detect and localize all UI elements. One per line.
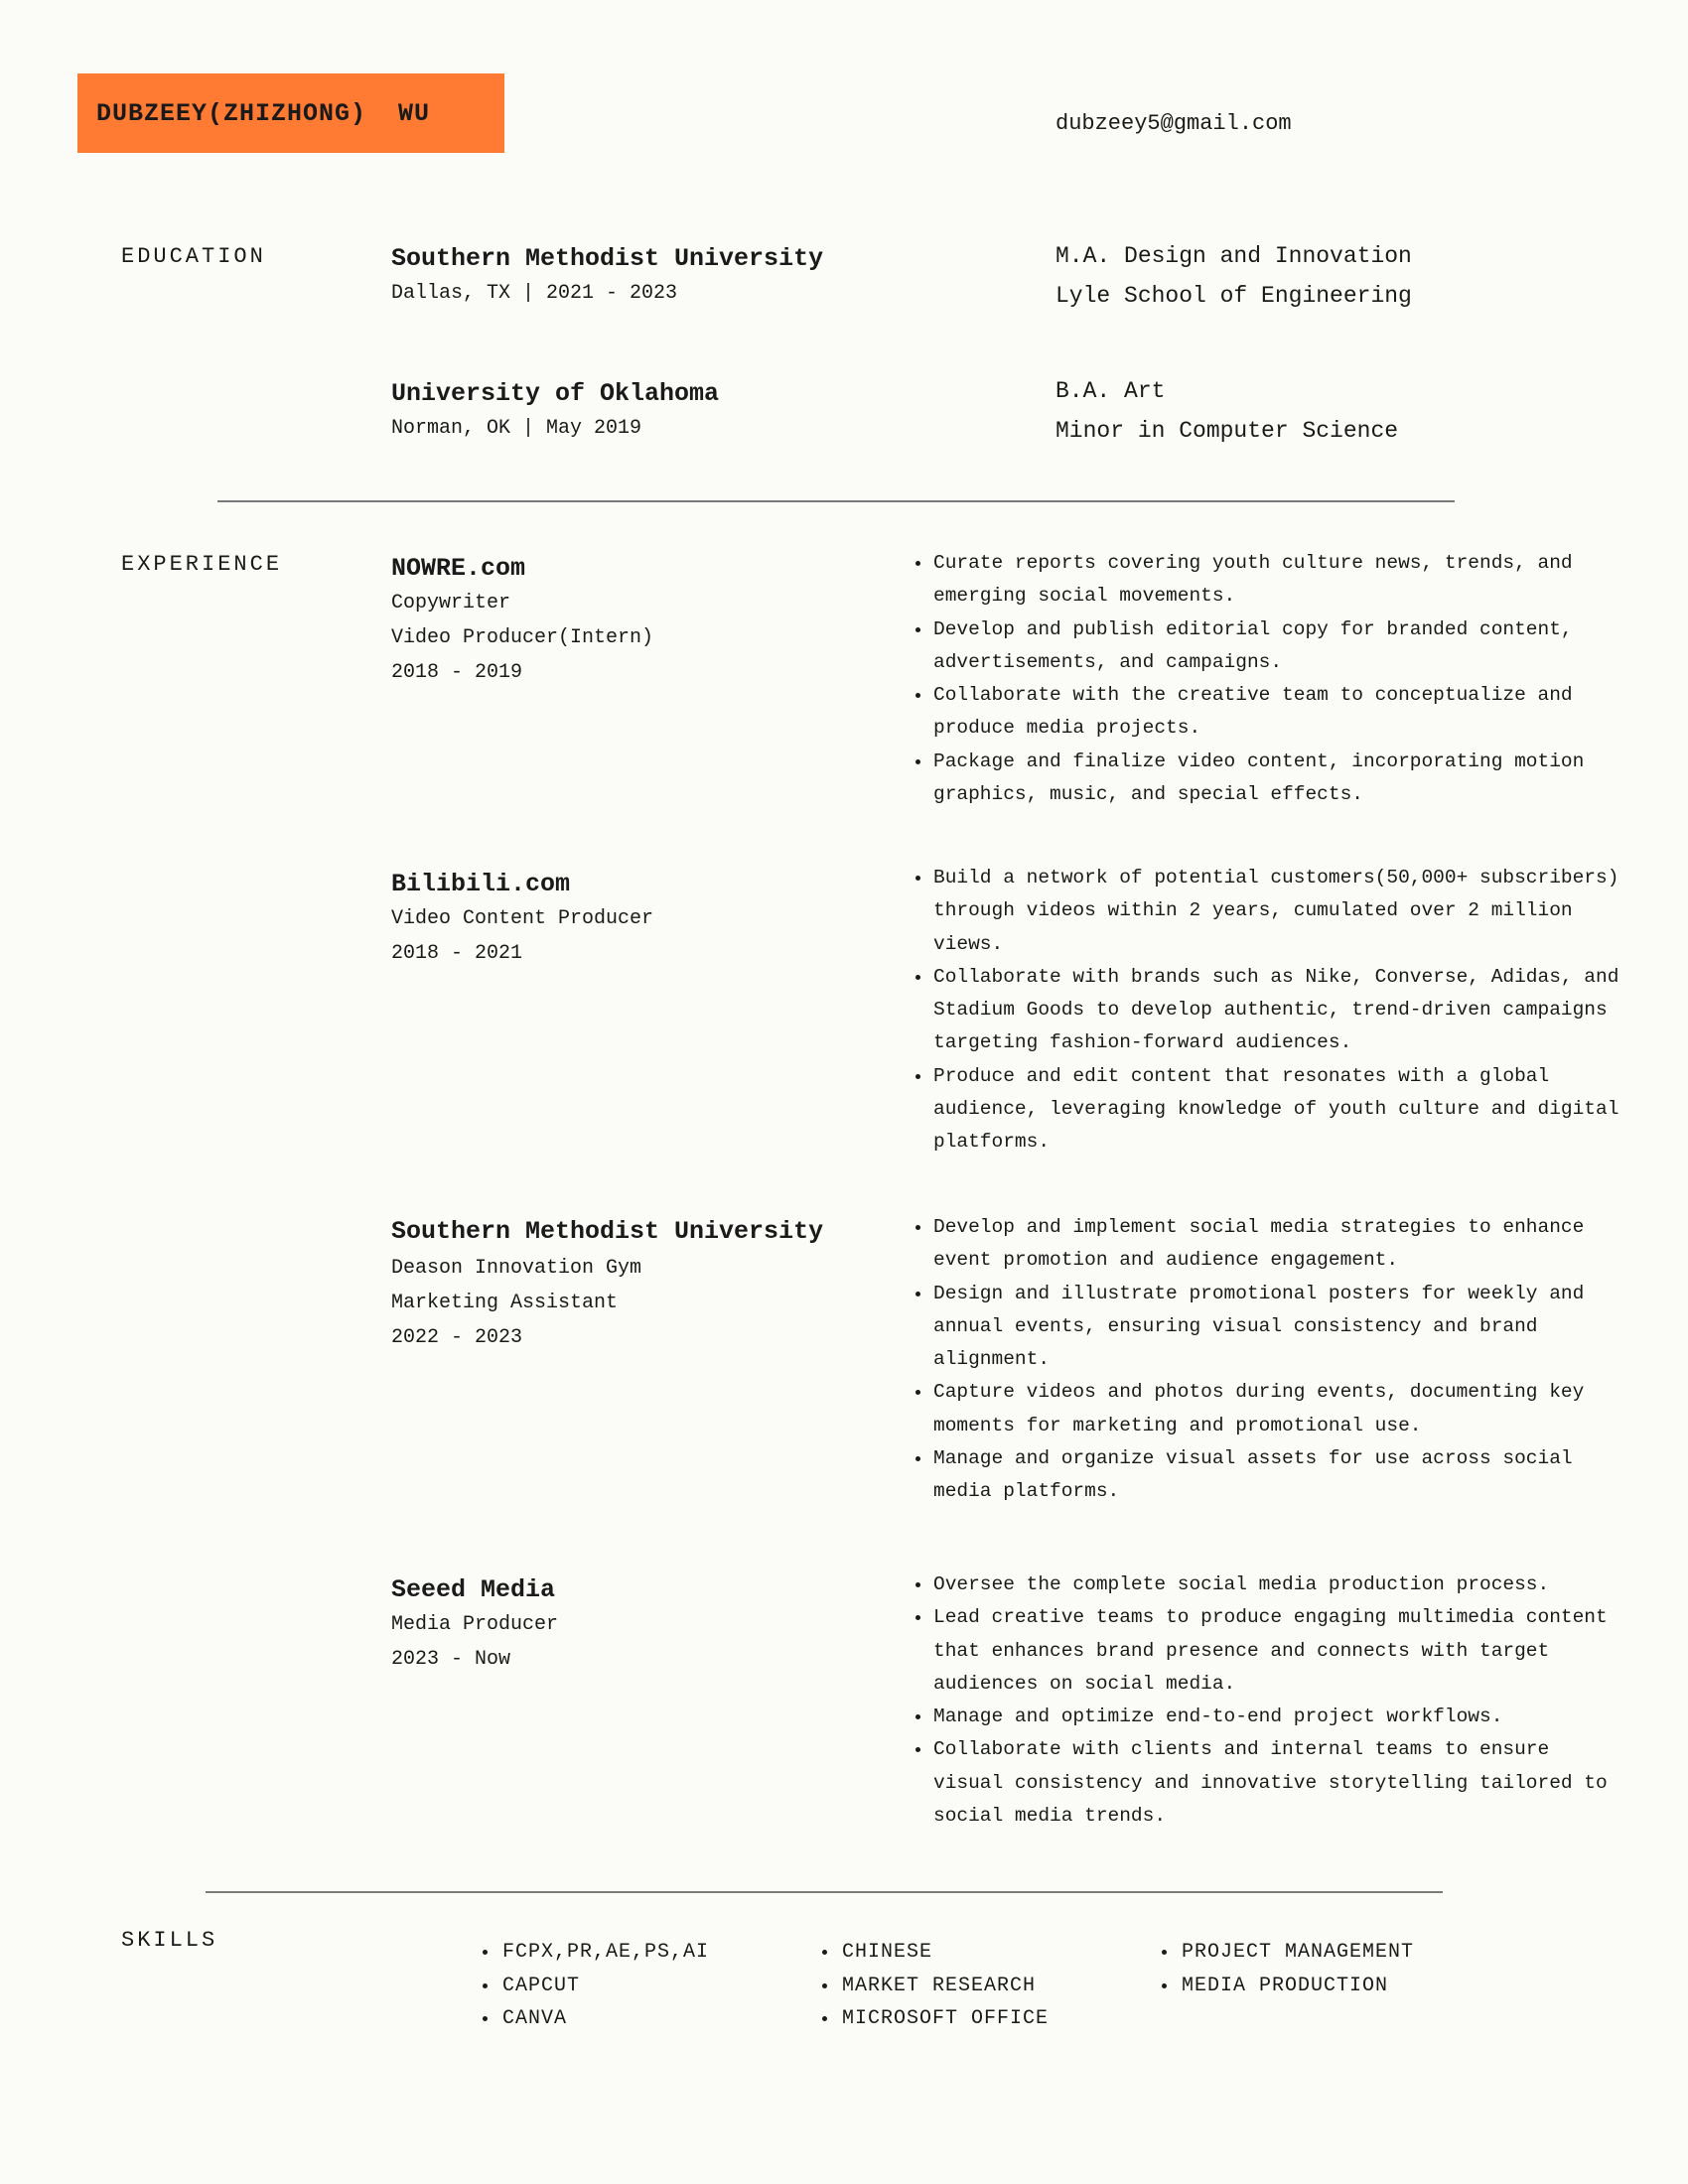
skills-column bbox=[479, 1936, 709, 2036]
list-item: CAPCUT bbox=[502, 1970, 709, 2003]
list-item: Curate reports covering youth culture news, trends, and emerging social movements. bbox=[933, 547, 1628, 614]
section-divider bbox=[206, 1891, 1443, 1893]
experience-role: Deason Innovation Gym bbox=[391, 1257, 642, 1280]
list-item: PROJECT MANAGEMENT bbox=[1182, 1936, 1414, 1970]
list-item: CHINESE bbox=[842, 1936, 1049, 1970]
list-item: Produce and edit content that resonates with a global audience, leveraging knowledge of youth culture and digital platforms. bbox=[933, 1060, 1628, 1160]
education-school: University of Oklahoma bbox=[391, 379, 720, 408]
education-degree-sub: Lyle School of Engineering bbox=[1055, 283, 1412, 309]
education-degree: B.A. Art bbox=[1055, 378, 1166, 404]
experience-role: Copywriter bbox=[391, 592, 511, 614]
candidate-name: DUBZEEY(ZHIZHONG) WU bbox=[96, 98, 431, 128]
list-item: MEDIA PRODUCTION bbox=[1182, 1970, 1414, 2003]
experience-bullet-list bbox=[910, 547, 1628, 811]
list-item: FCPX,PR,AE,PS,AI bbox=[502, 1936, 709, 1970]
skills-heading: SKILLS bbox=[121, 1928, 218, 1953]
list-item: Capture videos and photos during events, documenting key moments for marketing and promotional use. bbox=[933, 1376, 1628, 1442]
skills-column bbox=[1158, 1936, 1414, 2002]
list-item: Collaborate with brands such as Nike, Converse, Adidas, and Stadium Goods to develop authentic, trend-driven campaigns targeting fashion-forward audiences. bbox=[933, 961, 1628, 1060]
experience-heading: EXPERIENCE bbox=[121, 552, 283, 577]
email-address[interactable]: dubzeey5@gmail.com bbox=[1055, 111, 1292, 136]
experience-bullet-list bbox=[910, 1211, 1628, 1509]
experience-role: Video Content Producer bbox=[391, 907, 654, 930]
list-item: Build a network of potential customers(50,000+ subscribers) through videos within 2 years, cumulated over 2 million views. bbox=[933, 862, 1628, 961]
education-details: Dallas, TX | 2021 - 2023 bbox=[391, 282, 678, 305]
experience-org: NOWRE.com bbox=[391, 554, 526, 583]
experience-dates: 2018 - 2019 bbox=[391, 661, 523, 684]
education-degree: M.A. Design and Innovation bbox=[1055, 243, 1412, 269]
experience-org: Bilibili.com bbox=[391, 870, 571, 898]
list-item: MARKET RESEARCH bbox=[842, 1970, 1049, 2003]
list-item: Package and finalize video content, incorporating motion graphics, music, and special effects. bbox=[933, 746, 1628, 812]
experience-dates: 2022 - 2023 bbox=[391, 1326, 523, 1349]
list-item: Manage and optimize end-to-end project workflows. bbox=[933, 1701, 1628, 1733]
name-banner bbox=[77, 73, 504, 153]
list-item: Design and illustrate promotional posters for weekly and annual events, ensuring visual consistency and brand alignment. bbox=[933, 1278, 1628, 1377]
experience-org: Seeed Media bbox=[391, 1575, 556, 1604]
education-degree-sub: Minor in Computer Science bbox=[1055, 418, 1399, 444]
section-divider bbox=[217, 500, 1455, 502]
list-item: Collaborate with clients and internal teams to ensure visual consistency and innovative storytelling tailored to social media trends. bbox=[933, 1733, 1628, 1833]
list-item: MICROSOFT OFFICE bbox=[842, 2002, 1049, 2036]
experience-dates: 2018 - 2021 bbox=[391, 942, 523, 965]
education-school: Southern Methodist University bbox=[391, 244, 824, 273]
list-item: CANVA bbox=[502, 2002, 709, 2036]
experience-bullet-list bbox=[910, 862, 1628, 1160]
list-item: Develop and publish editorial copy for branded content, advertisements, and campaigns. bbox=[933, 614, 1628, 680]
list-item: Develop and implement social media strategies to enhance event promotion and audience engagement. bbox=[933, 1211, 1628, 1278]
list-item: Manage and organize visual assets for use across social media platforms. bbox=[933, 1442, 1628, 1509]
list-item: Collaborate with the creative team to conceptualize and produce media projects. bbox=[933, 679, 1628, 746]
experience-bullet-list bbox=[910, 1569, 1628, 1833]
list-item: Oversee the complete social media production process. bbox=[933, 1569, 1628, 1601]
experience-role: Media Producer bbox=[391, 1613, 559, 1636]
skills-column bbox=[818, 1936, 1049, 2036]
experience-org: Southern Methodist University bbox=[391, 1217, 824, 1246]
experience-dates: 2023 - Now bbox=[391, 1648, 511, 1671]
education-heading: EDUCATION bbox=[121, 244, 266, 269]
experience-role: Marketing Assistant bbox=[391, 1292, 619, 1314]
experience-role: Video Producer(Intern) bbox=[391, 626, 654, 649]
list-item: Lead creative teams to produce engaging multimedia content that enhances brand presence and connects with target audiences on social media. bbox=[933, 1601, 1628, 1701]
education-details: Norman, OK | May 2019 bbox=[391, 417, 642, 440]
